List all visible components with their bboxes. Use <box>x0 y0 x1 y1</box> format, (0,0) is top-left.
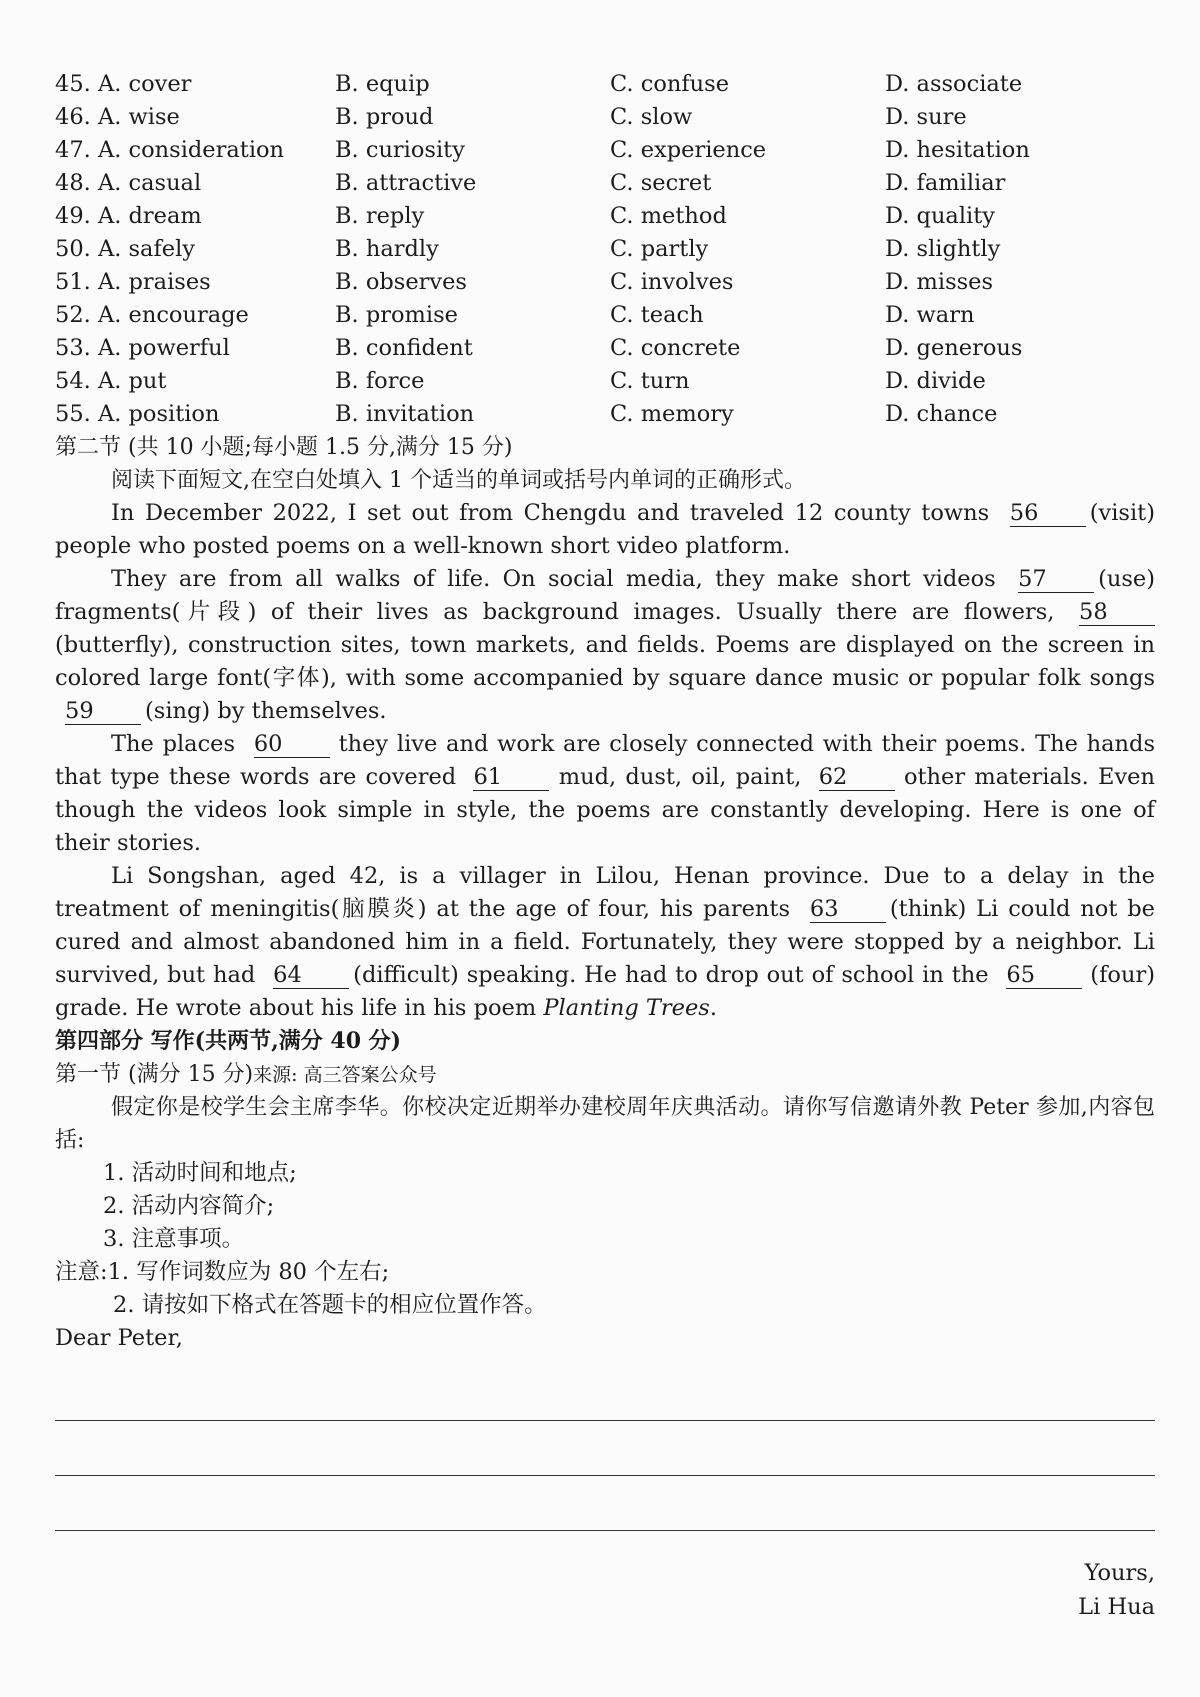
option-b[interactable]: B. curiosity <box>335 137 465 163</box>
question-number: 45. <box>55 71 91 97</box>
option-row <box>55 299 1155 332</box>
option-c[interactable]: C. secret <box>610 170 712 196</box>
blank-65[interactable]: 65 <box>1006 962 1082 989</box>
option-row <box>55 365 1155 398</box>
option-a[interactable] <box>55 332 335 365</box>
option-d[interactable]: D. slightly <box>885 236 1001 262</box>
blank-63[interactable]: 63 <box>810 896 886 923</box>
option-d[interactable]: D. divide <box>885 368 986 394</box>
option-text: A. powerful <box>97 335 230 361</box>
option-text: A. praises <box>97 269 211 295</box>
option-row <box>55 167 1155 200</box>
passage-text: In December 2022, I set out from Chengdu and traveled 12 county towns <box>111 500 1000 526</box>
option-row <box>55 200 1155 233</box>
option-c[interactable]: C. teach <box>610 302 704 328</box>
option-c[interactable]: C. slow <box>610 104 693 130</box>
question-number: 55. <box>55 401 91 427</box>
option-d[interactable]: D. hesitation <box>885 137 1030 163</box>
option-c[interactable]: C. partly <box>610 236 709 262</box>
option-a[interactable] <box>55 167 335 200</box>
option-text: A. wise <box>97 104 180 130</box>
blank-62[interactable]: 62 <box>819 764 895 791</box>
note-2: 2. 请按如下格式在答题卡的相应位置作答。 <box>113 1292 547 1318</box>
option-d[interactable]: D. sure <box>885 104 967 130</box>
blank-59[interactable]: 59 <box>65 698 141 725</box>
writing-prompt: 假定你是校学生会主席李华。你校决定近期举办建校周年庆典活动。请你写信邀请外教 Peter 参加,内容包括: <box>55 1095 1155 1153</box>
passage-text: (four) grade. He wrote about his life in his poem <box>55 962 1155 1021</box>
passage-text: (think) Li could not be cured and almost abandoned him in a field. Fortunately, they were stopped by a neighbor. Li survived, but had <box>55 896 1155 988</box>
passage-paragraph-3 <box>55 728 1155 860</box>
part4-section1-title: 第一节 (满分 15 分) <box>55 1062 254 1087</box>
option-b[interactable]: B. reply <box>335 203 425 229</box>
part4-title: 第四部分 写作(共两节,满分 40 分) <box>55 1028 402 1054</box>
passage-text: mud, dust, oil, paint, <box>549 764 811 790</box>
passage-text: . <box>709 995 717 1021</box>
part4-section1-header <box>55 1058 1155 1091</box>
passage-text: other materials. Even though the videos look simple in style, the poems are constantly developing. Here is one of their stories. <box>55 764 1155 856</box>
option-d[interactable]: D. misses <box>885 269 994 295</box>
passage-text: They are from all walks of life. On social media, they make short videos <box>111 566 1009 592</box>
option-a[interactable] <box>55 101 335 134</box>
option-a[interactable] <box>55 68 335 101</box>
option-c[interactable]: C. experience <box>610 137 767 163</box>
option-row <box>55 134 1155 167</box>
passage-text: (sing) by themselves. <box>145 698 387 724</box>
signature: Li Hua <box>1078 1594 1155 1620</box>
passage-text: they live and work are closely connected with their poems. The hands that type these words are covered <box>55 731 1155 790</box>
question-number: 54. <box>55 368 91 394</box>
option-row <box>55 101 1155 134</box>
greeting: Dear Peter, <box>55 1325 183 1351</box>
passage-paragraph-1 <box>55 497 1155 563</box>
option-b[interactable]: B. invitation <box>335 401 475 427</box>
option-row <box>55 398 1155 431</box>
question-number: 50. <box>55 236 91 262</box>
section2-title: 第二节 (共 10 小题;每小题 1.5 分,满分 15 分) <box>55 435 513 460</box>
option-b[interactable]: B. proud <box>335 104 434 130</box>
writing-line-1[interactable] <box>55 1420 1155 1421</box>
option-d[interactable]: D. familiar <box>885 170 1006 196</box>
blank-58[interactable]: 58 <box>1079 599 1155 626</box>
passage-paragraph-4 <box>55 860 1155 1025</box>
exam-page <box>55 68 1155 1355</box>
prompt-item-1: 1. 活动时间和地点; <box>103 1160 297 1186</box>
section2-instruction: 阅读下面短文,在空白处填入 1 个适当的单词或括号内单词的正确形式。 <box>111 468 806 493</box>
option-b[interactable]: B. observes <box>335 269 467 295</box>
passage-text: (use) fragments(片段) of their lives as background images. Usually there are flowers, <box>55 566 1155 625</box>
option-d[interactable]: D. quality <box>885 203 995 229</box>
option-d[interactable]: D. chance <box>885 401 998 427</box>
option-a[interactable] <box>55 134 335 167</box>
option-row <box>55 266 1155 299</box>
question-number: 49. <box>55 203 91 229</box>
passage-text: (butterfly), construction sites, town markets, and fields. Poems are displayed on the screen in colored large font(字体), with some accompanied by square dance music or popular folk songs <box>55 632 1155 691</box>
note-1: 注意:1. 写作词数应为 80 个左右; <box>55 1259 390 1285</box>
passage-text: (visit) people who posted poems on a well-known short video platform. <box>55 500 1155 559</box>
question-number: 53. <box>55 335 91 361</box>
option-b[interactable]: B. force <box>335 368 425 394</box>
blank-61[interactable]: 61 <box>473 764 549 791</box>
question-number: 48. <box>55 170 91 196</box>
option-a[interactable] <box>55 233 335 266</box>
option-a[interactable] <box>55 365 335 398</box>
blank-60[interactable]: 60 <box>254 731 330 758</box>
writing-line-2[interactable] <box>55 1475 1155 1476</box>
option-c[interactable]: C. memory <box>610 401 734 427</box>
passage-text: (difficult) speaking. He had to drop out of school in the <box>353 962 997 988</box>
option-a[interactable] <box>55 299 335 332</box>
option-text: A. position <box>97 401 220 427</box>
option-c[interactable]: C. confuse <box>610 71 730 97</box>
question-number: 52. <box>55 302 91 328</box>
option-a[interactable] <box>55 200 335 233</box>
source-note: 来源: 高三答案公众号 <box>253 1064 437 1086</box>
option-c[interactable]: C. method <box>610 203 727 229</box>
question-number: 46. <box>55 104 91 130</box>
option-b[interactable]: B. promise <box>335 302 458 328</box>
question-number: 47. <box>55 137 91 163</box>
option-text: A. dream <box>97 203 202 229</box>
options-table <box>55 68 1155 431</box>
option-text: A. casual <box>97 170 202 196</box>
option-a[interactable] <box>55 398 335 431</box>
option-c[interactable]: C. concrete <box>610 335 741 361</box>
poem-title: Planting Trees <box>543 995 710 1021</box>
passage-text: Li Songshan, aged 42, is a villager in Lilou, Henan province. Due to a delay in the treatment of meningitis(脑膜炎) at the age of four, his parents <box>55 863 1155 922</box>
passage-text: The places <box>111 731 244 757</box>
option-text: A. safely <box>97 236 196 262</box>
option-b[interactable]: B. confident <box>335 335 473 361</box>
passage-paragraph-2 <box>55 563 1155 728</box>
option-c[interactable]: C. involves <box>610 269 734 295</box>
option-b[interactable]: B. hardly <box>335 236 439 262</box>
option-text: A. encourage <box>97 302 249 328</box>
option-row <box>55 332 1155 365</box>
option-d[interactable]: D. warn <box>885 302 975 328</box>
option-a[interactable] <box>55 266 335 299</box>
prompt-item-2: 2. 活动内容简介; <box>103 1193 275 1219</box>
option-b[interactable]: B. attractive <box>335 170 477 196</box>
option-b[interactable]: B. equip <box>335 71 430 97</box>
option-text: A. consideration <box>97 137 285 163</box>
option-row <box>55 68 1155 101</box>
option-row <box>55 233 1155 266</box>
blank-57[interactable]: 57 <box>1018 566 1094 593</box>
prompt-item-3: 3. 注意事项。 <box>103 1226 245 1252</box>
option-text: A. cover <box>97 71 192 97</box>
writing-line-3[interactable] <box>55 1530 1155 1531</box>
option-text: A. put <box>97 368 167 394</box>
blank-56[interactable]: 56 <box>1010 500 1086 527</box>
option-c[interactable]: C. turn <box>610 368 690 394</box>
closing: Yours, <box>1084 1560 1155 1586</box>
question-number: 51. <box>55 269 91 295</box>
option-d[interactable]: D. associate <box>885 71 1023 97</box>
option-d[interactable]: D. generous <box>885 335 1023 361</box>
blank-64[interactable]: 64 <box>273 962 349 989</box>
